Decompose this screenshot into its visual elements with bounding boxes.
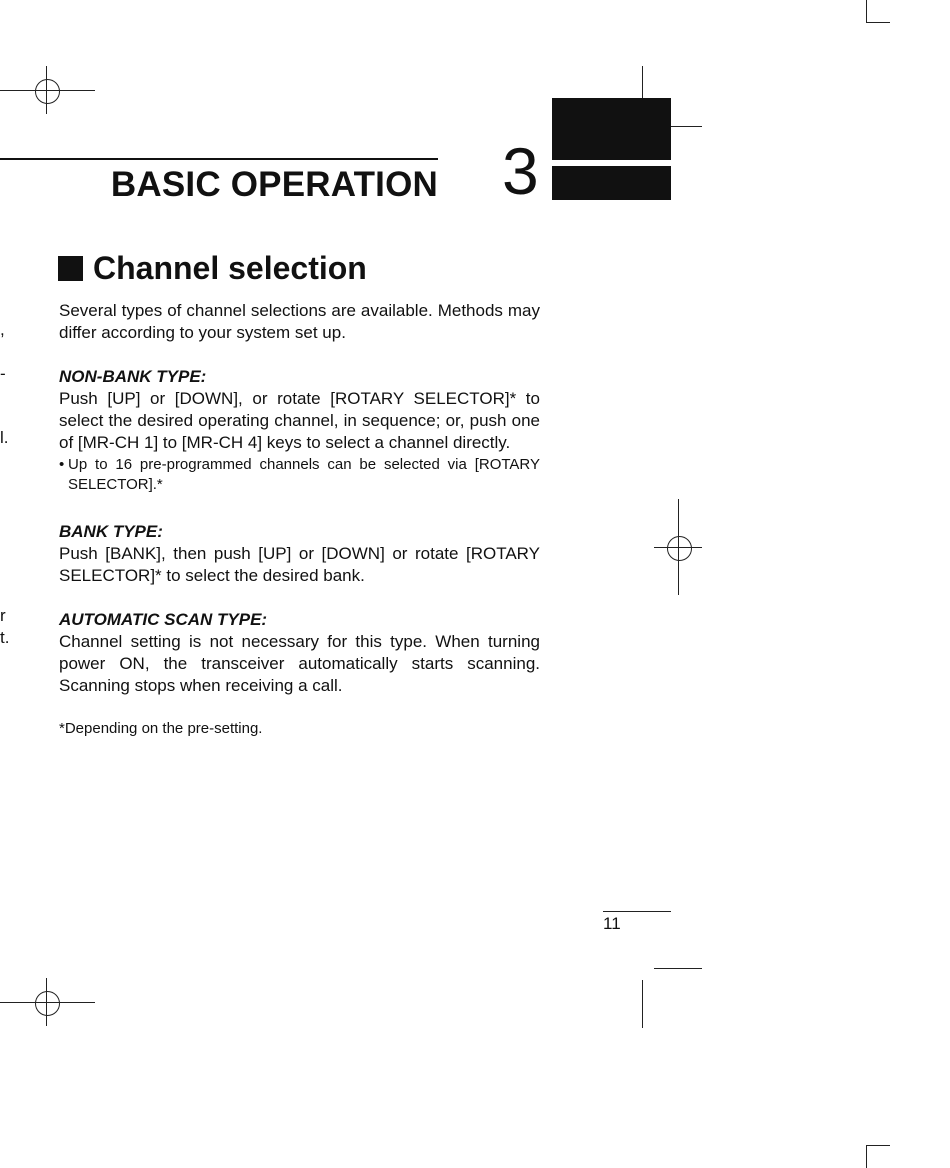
registration-target — [35, 79, 60, 104]
alignment-mark — [642, 66, 643, 98]
footnote: *Depending on the pre-setting. — [59, 720, 263, 737]
registration-target — [46, 978, 47, 1026]
edge-fragment: r — [0, 606, 6, 625]
non-bank-bullet — [59, 455, 540, 495]
alignment-mark — [642, 980, 643, 1028]
chapter-tab — [552, 98, 671, 160]
section-title — [58, 250, 367, 287]
non-bank-body: Push [UP] or [DOWN], or rotate [ROTARY SELECTOR]* to select the desired operating channel, in sequence; or, push one of [MR-CH 1] to [MR-CH 4] keys to select a channel directly. — [59, 389, 540, 452]
edge-fragment: t. — [0, 628, 10, 647]
crop-mark — [866, 1145, 867, 1168]
bullet-text: Up to 16 pre-programmed channels can be selected via [ROTARY SELECTOR].* — [68, 456, 540, 493]
page-number: 11 — [603, 914, 621, 933]
edge-fragment: - — [0, 364, 6, 383]
edge-fragment: , — [0, 320, 5, 339]
bank-body: Push [BANK], then push [UP] or [DOWN] or rotate [ROTARY SELECTOR]* to select the desired bank. — [59, 544, 540, 585]
auto-scan-heading: AUTOMATIC SCAN TYPE: — [59, 610, 268, 629]
registration-target — [678, 499, 679, 595]
edge-fragment: l. — [0, 428, 9, 447]
crop-mark — [866, 22, 890, 23]
crop-mark — [866, 1145, 890, 1146]
auto-scan-body: Channel setting is not necessary for this type. When turning power ON, the transceiver automatically starts scanning. Scanning stops when receiving a call. — [59, 632, 540, 695]
bank-heading: BANK TYPE: — [59, 522, 163, 541]
registration-target — [46, 66, 47, 114]
crop-mark — [866, 0, 867, 22]
alignment-mark — [654, 968, 702, 969]
page-number-rule — [603, 911, 671, 912]
section-title-text: Channel selection — [93, 250, 367, 286]
registration-target — [0, 90, 95, 91]
intro-paragraph: Several types of channel selections are available. Methods may differ according to your system set up. — [59, 301, 540, 342]
chapter-title: BASIC OPERATION — [110, 165, 438, 204]
chapter-rule — [0, 158, 438, 160]
registration-target — [667, 536, 692, 561]
registration-target — [0, 1002, 95, 1003]
chapter-tab — [552, 166, 671, 200]
registration-target — [35, 991, 60, 1016]
square-bullet-icon — [58, 256, 83, 281]
bullet-dot: • — [59, 456, 65, 473]
main-content — [59, 300, 540, 739]
chapter-number: 3 — [502, 134, 539, 208]
non-bank-heading: NON-BANK TYPE: — [59, 367, 207, 386]
